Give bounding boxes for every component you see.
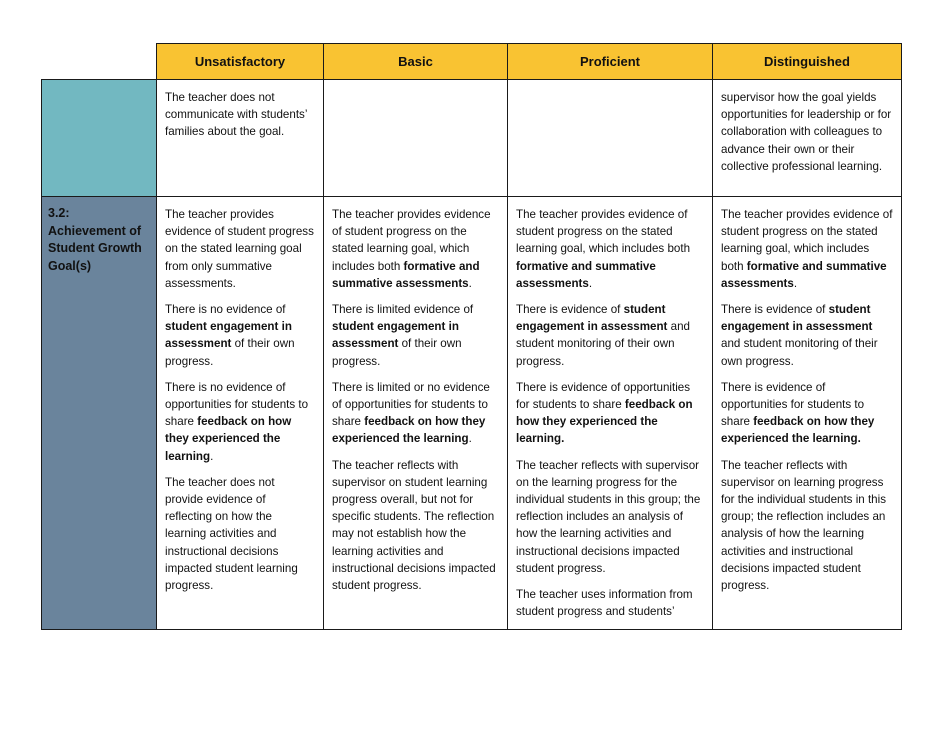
header-basic-label: Basic [398, 54, 433, 69]
descriptor-text: The teacher does not provide evidence of reflecting on how the learning activities and instructional decisions impacted student learning progress. [165, 475, 298, 593]
emphasis-text: student engagement in assessment [721, 303, 873, 334]
descriptor-text: and student monitoring of their own progress. [516, 320, 690, 368]
row2-unsatisfactory-cell [156, 196, 324, 630]
descriptor-paragraph [165, 206, 315, 292]
descriptor-text: The teacher provides evidence of student progress on the stated learning goal, which includes both [516, 208, 691, 256]
row1-basic-cell [323, 79, 508, 197]
emphasis-text: formative and summative assessments [332, 259, 480, 290]
descriptor-text: of their own progress. [332, 337, 462, 368]
row2-distinguished-cell [712, 196, 902, 630]
emphasis-text: student engagement in assessment [165, 320, 292, 351]
descriptor-paragraph [332, 206, 499, 292]
header-distinguished [712, 43, 902, 80]
descriptor-paragraph [721, 301, 893, 370]
descriptor-text: The teacher reflects with supervisor on the learning progress for the individual students in this group; the reflection includes an analysis of how the learning activities and instructional decisions impacted student progress. [516, 458, 701, 575]
descriptor-text: The teacher reflects with supervisor on student learning progress overall, but not for specific students. The reflection may not establish how the learning activities and instructional decisions impacted student progress. [332, 458, 496, 593]
descriptor-text: . [468, 276, 472, 290]
row1-proficient-cell [507, 79, 713, 197]
header-proficient [507, 43, 713, 80]
descriptor-text: There is evidence of [721, 303, 829, 317]
descriptor-paragraph [165, 301, 315, 370]
row2-label-cell [41, 196, 157, 630]
descriptor-paragraph [332, 457, 499, 595]
descriptor-text: There is limited or no evidence of opportunities for students to share [332, 380, 490, 429]
emphasis-text: feedback on how they experienced the learning. [721, 415, 875, 446]
header-unsatisfactory [156, 43, 324, 80]
descriptor-paragraph [721, 457, 893, 595]
descriptor-text: The teacher does not communicate with students’ families about the goal. [165, 91, 307, 139]
descriptor-text: of their own progress. [165, 337, 295, 368]
row1-label-cell [41, 79, 157, 197]
descriptor-text: There is no evidence of [165, 303, 286, 317]
descriptor-text: . [210, 449, 214, 463]
descriptor-paragraph [165, 474, 315, 594]
descriptor-text: The teacher provides evidence of student progress on the stated learning goal, which includes both [332, 208, 491, 273]
descriptor-paragraph [516, 457, 704, 577]
descriptor-paragraph [516, 301, 704, 370]
emphasis-text: formative and summative assessments [516, 259, 656, 290]
row2-proficient-cell [507, 196, 713, 630]
emphasis-text: feedback on how they experienced the learning [165, 415, 292, 463]
header-basic [323, 43, 508, 80]
header-distinguished-label: Distinguished [764, 54, 850, 69]
descriptor-text: The teacher uses information from student progress and students’ [516, 588, 693, 619]
descriptor-paragraph [165, 89, 315, 141]
descriptor-text: . [468, 432, 472, 446]
row2-basic-cell [323, 196, 508, 630]
descriptor-paragraph [721, 379, 893, 448]
emphasis-text: feedback on how they experienced the learning. [516, 398, 693, 446]
descriptor-paragraph [721, 89, 893, 175]
descriptor-paragraph [332, 301, 499, 370]
emphasis-text: feedback on how they experienced the learning [332, 415, 486, 446]
descriptor-paragraph [721, 206, 893, 292]
row2-criterion-label: 3.2: Achievement of Student Growth Goal(s) [48, 206, 142, 273]
descriptor-text: There is evidence of [516, 303, 624, 317]
descriptor-paragraph [332, 379, 499, 448]
descriptor-text: supervisor how the goal yields opportunities for leadership or for collaboration with colleagues to advance their own or their collective professional learning. [721, 91, 892, 173]
descriptor-text: There is limited evidence of [332, 303, 474, 317]
descriptor-paragraph [516, 206, 704, 292]
descriptor-text: and student monitoring of their own progress. [721, 337, 878, 368]
descriptor-text: . [588, 276, 593, 290]
descriptor-text: The teacher provides evidence of student progress on the stated learning goal from only summative assessments. [165, 208, 314, 290]
descriptor-paragraph [165, 379, 315, 465]
descriptor-text: There is no evidence of opportunities for students to share [165, 380, 309, 429]
emphasis-text: student engagement in assessment [516, 303, 668, 334]
descriptor-text: The teacher provides evidence of student progress on the stated learning goal, which includes both [721, 208, 893, 273]
descriptor-text: The teacher reflects with supervisor on learning progress for the individual students in this group; the reflection includes an analysis of how the learning activities and instructional decisions impacted student progress. [721, 458, 886, 593]
header-unsatisfactory-label: Unsatisfactory [194, 54, 286, 69]
descriptor-paragraph [516, 586, 704, 620]
emphasis-text: student engagement in assessment [332, 320, 459, 351]
descriptor-text: There is evidence of opportunities for students to share [721, 380, 865, 429]
emphasis-text: formative and summative assessments [721, 259, 887, 290]
row1-distinguished-cell [712, 79, 902, 197]
descriptor-paragraph [516, 379, 704, 448]
descriptor-text: . [793, 276, 798, 290]
header-proficient-label: Proficient [580, 54, 640, 69]
descriptor-text: There is evidence of opportunities for students to share [516, 380, 691, 412]
row1-unsatisfactory-cell [156, 79, 324, 197]
